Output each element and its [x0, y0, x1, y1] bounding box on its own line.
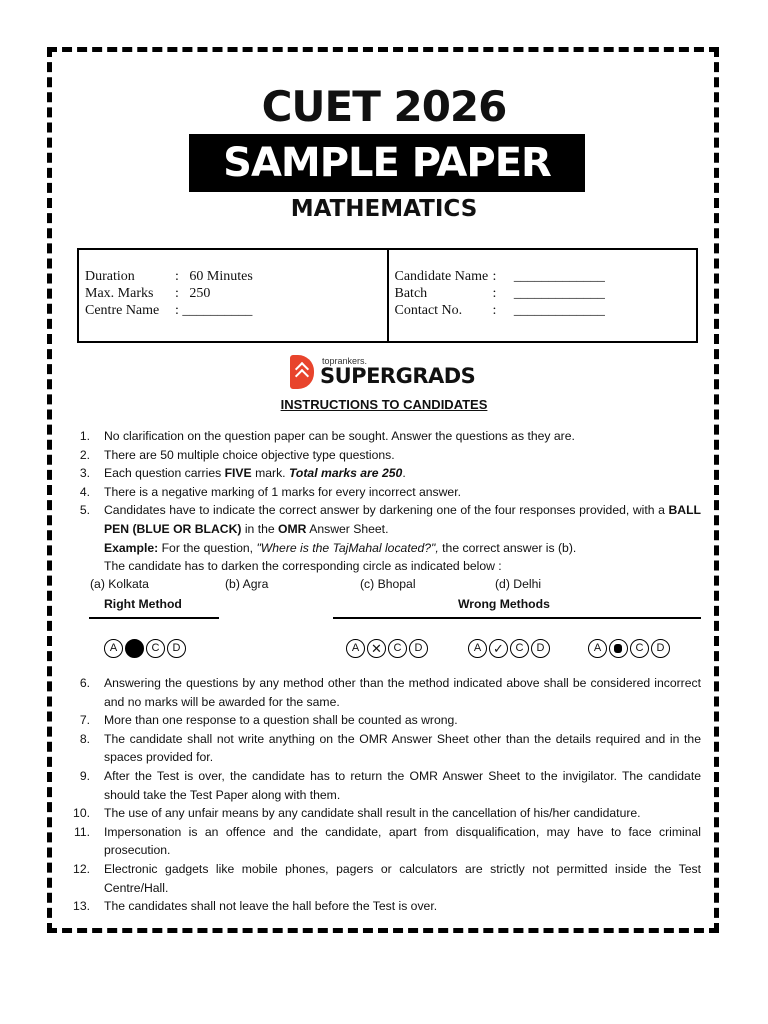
bubble-d: D	[409, 639, 428, 658]
subject-title: MATHEMATICS	[290, 196, 478, 222]
bubble-c: C	[146, 639, 165, 658]
instructions-list-a	[56, 427, 701, 576]
list-item: 7. More than one response to a question shall be counted as wrong.	[79, 713, 458, 728]
bubble-b-crossed	[367, 639, 386, 658]
bubble-a: A	[468, 639, 487, 658]
candidate-info-column	[387, 250, 697, 341]
list-item: 8. The candidate shall not write anything on the OMR Answer Sheet other than the details required and in the spaces provided for.	[79, 731, 701, 765]
darken-line: The candidate has to darken the corresponding circle as indicated below :	[104, 559, 502, 574]
wrong-method-cross	[346, 639, 430, 658]
bubble-a: A	[104, 639, 123, 658]
bubble-b-filled	[125, 639, 144, 658]
list-item: 5. Candidates have to indicate the correct answer by darkening one of the four responses provided, with a BALL PEN (BLUE OR BLACK) in the OMR Answer Sheet.	[79, 503, 701, 536]
instructions-heading: INSTRUCTIONS TO CANDIDATES	[280, 397, 488, 412]
chevron-up-icon	[290, 355, 314, 389]
bubble-d: D	[531, 639, 550, 658]
info-row-centre: Centre Name : __________	[85, 303, 253, 318]
candidate-info-box	[77, 248, 698, 343]
supergrads-logo: toprankers. SUPERGRADS	[290, 352, 475, 392]
list-item: 6. Answering the questions by any method other than the method indicated above shall be considered incorrect and no marks will be awarded for the same.	[79, 676, 701, 709]
list-item: 10. The use of any unfair means by any candidate shall result in the cancellation of his/her candidature.	[73, 806, 641, 821]
right-method-bubbles	[104, 639, 188, 658]
option-b: (b) Agra	[225, 577, 269, 591]
sample-paper-banner: SAMPLE PAPER	[189, 134, 585, 192]
bubble-c: C	[388, 639, 407, 658]
list-item: 1. No clarification on the question paper can be sought. Answer the questions as they are.	[79, 429, 575, 443]
bubble-a: A	[346, 639, 365, 658]
exam-title: CUET 2026	[261, 82, 507, 131]
list-item: 3. Each question carries FIVE mark. Total marks are 250.	[79, 466, 406, 481]
example-options	[90, 577, 690, 595]
info-row-contact: Contact No. : _____________	[394, 303, 605, 318]
option-c: (c) Bhopal	[360, 577, 416, 591]
info-row-duration: Duration : 60 Minutes	[85, 269, 253, 284]
info-row-batch: Batch : _____________	[394, 286, 605, 301]
bubble-d: D	[167, 639, 186, 658]
wrong-method-tick	[468, 639, 552, 658]
list-item: 13. The candidates shall not leave the hall before the Test is over.	[73, 899, 438, 914]
exam-info-column	[79, 250, 387, 341]
list-item: 11. Impersonation is an offence and the candidate, apart from disqualification, may have to face criminal prosecution.	[73, 824, 701, 858]
wrong-methods-underline	[333, 617, 701, 619]
right-method-underline	[89, 617, 219, 619]
info-row-max-marks: Max. Marks : 250	[85, 286, 211, 301]
bubble-b-partial	[609, 639, 628, 658]
wrong-method-partial	[588, 639, 672, 658]
bubble-c: C	[510, 639, 529, 658]
option-a: (a) Kolkata	[90, 577, 149, 591]
list-item: 12. Electronic gadgets like mobile phones, pagers or calculators are strictly not permitted inside the Test Centre/Hall.	[73, 861, 701, 895]
bubble-b-ticked	[489, 639, 508, 658]
instructions-list-b	[56, 674, 701, 916]
list-item: 4. There is a negative marking of 1 marks for every incorrect answer.	[79, 484, 461, 499]
info-row-candidate-name: Candidate Name : _____________	[394, 269, 605, 284]
bubble-a: A	[588, 639, 607, 658]
wrong-methods-label: Wrong Methods	[458, 597, 550, 611]
example-line: Example: For the question, "Where is the TajMahal located?", the correct answer is (b).	[104, 540, 577, 555]
option-d: (d) Delhi	[495, 577, 542, 591]
bubble-d: D	[651, 639, 670, 658]
list-item: 2. There are 50 multiple choice objective type questions.	[79, 447, 395, 462]
list-item: 9. After the Test is over, the candidate has to return the OMR Answer Sheet to the invigilator. The candidate should take the Test Paper along with them.	[79, 768, 701, 802]
bubble-c: C	[630, 639, 649, 658]
right-method-label: Right Method	[104, 597, 182, 611]
